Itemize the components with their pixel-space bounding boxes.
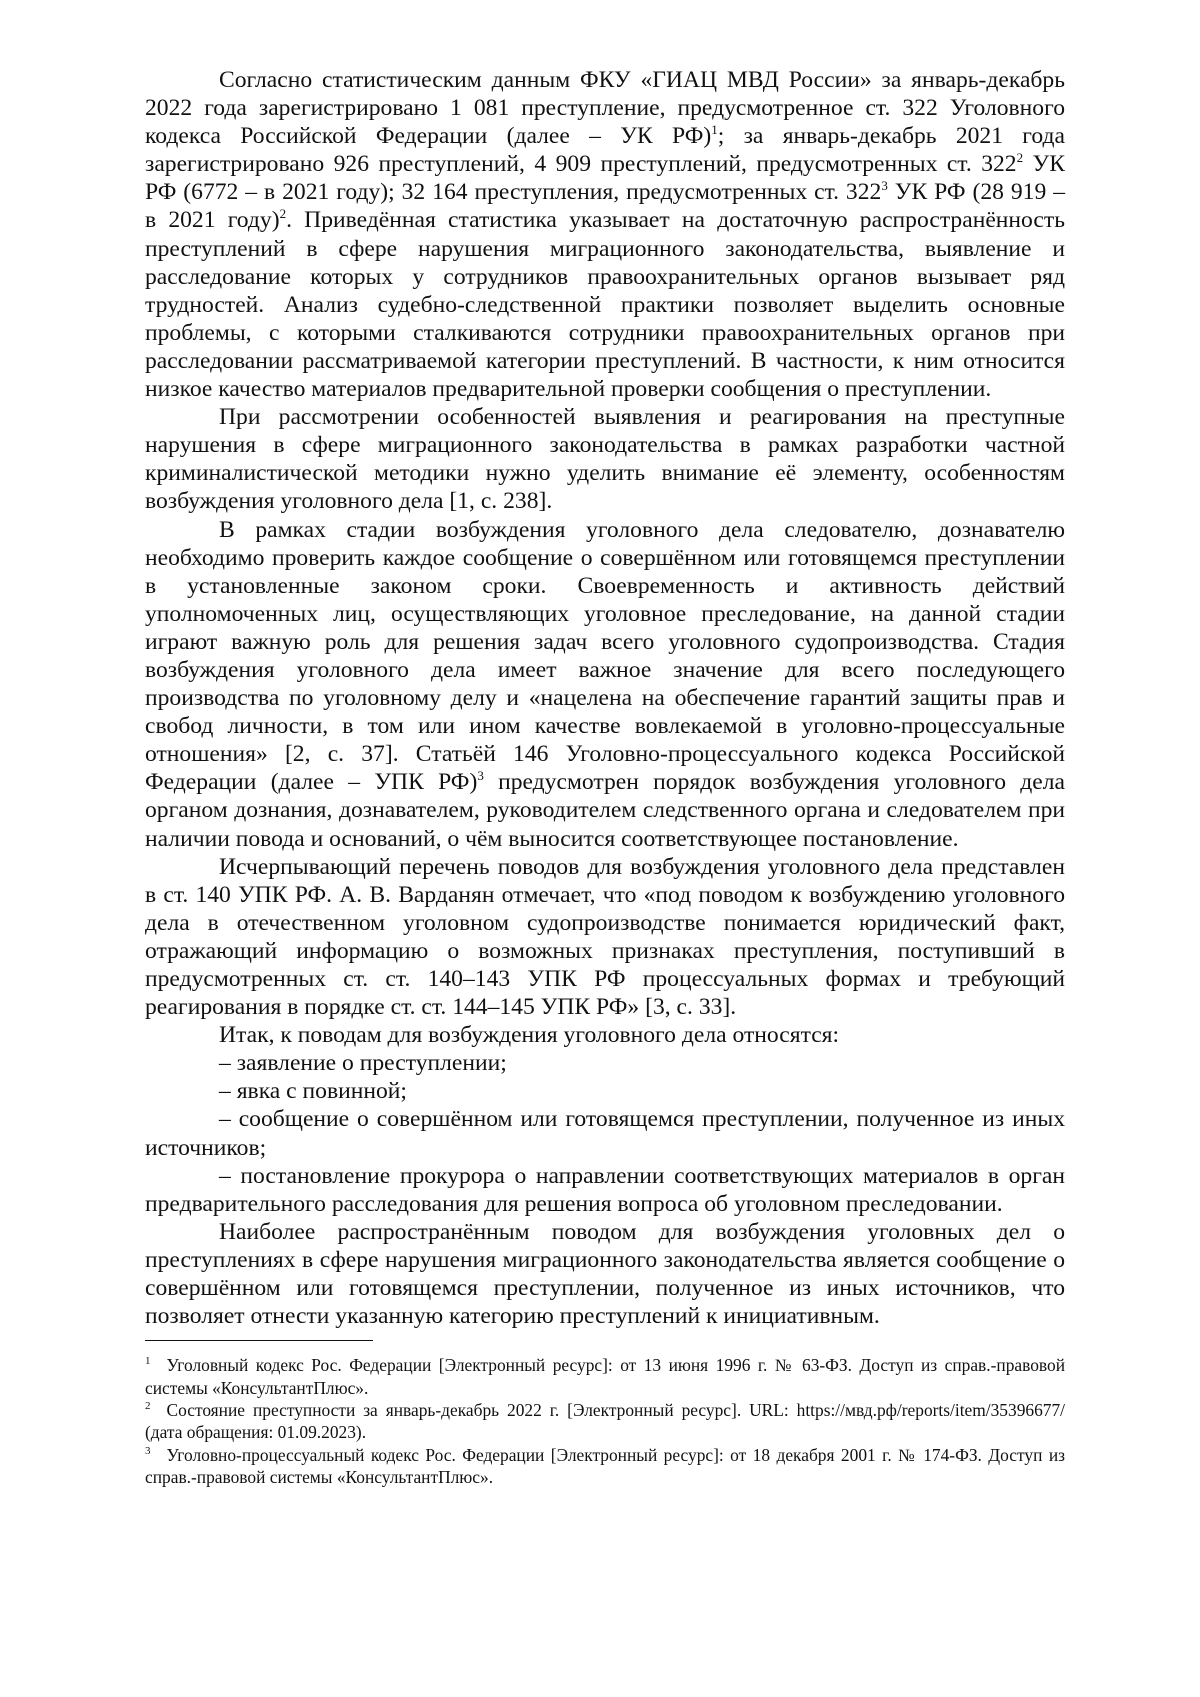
footnote-ref: 2 <box>279 206 287 222</box>
list-item: – явка с повинной; <box>219 1078 407 1105</box>
footnote-ref: 2 <box>1016 150 1024 166</box>
footnote-1: $^1$ Уголовный кодекс Рос. Федерации [Электронный ресурс]: от 13 июня 1996 г. № 63-ФЗ. Доступ из справ.-правовой системы «КонсультантПлюс». <box>145 1355 1065 1398</box>
footnote-mark: 1 <box>145 1355 151 1368</box>
main-text <box>145 66 1065 1330</box>
list-item: – постановление прокурора о направлении соответствующих материалов в орган предварительного расследования для решения вопроса об уголовном преследовании. <box>145 1162 1065 1217</box>
footnote-ref: 1 <box>711 122 718 138</box>
footnote-mark: 3 <box>145 1444 151 1457</box>
paragraph-statistics: Согласно статистическим данным ФКУ «ГИАЦ МВД России» за январь-декабрь 2022 года зарегистрировано 1 081 преступление, предусмотренное ст. 322 Уголовного кодекса Российской Федерации (далее – УК РФ)$^1$; за январь-декабрь 2021 года зарегистрировано 926 преступлений, 4 909 преступлений, предусмотренных ст. $322^2$ УК РФ (6772 – в 2021 году); 32 164 преступления, предусмотренных ст. $322^3$ УК РФ (28 919 – в 2021 году)$^2$. Приведённая статистика указывает на достаточную распространённость преступлений в сфере нарушения миграционного законодательства, выявление и расследование которых у сотрудников правоохранительных органов вызывает ряд трудностей. Анализ судебно-следственной практики позволяет выделить основные проблемы, с которыми сталкиваются сотрудники правоохранительных органов при расследовании рассматриваемой категории преступлений. В частности, к ним относится низкое качество материалов предварительной проверки сообщения о преступлении. <box>145 67 1066 403</box>
footnote-ref: 3 <box>477 768 484 784</box>
footnote-ref: 3 <box>881 178 888 194</box>
paragraph-initiation-stage: В рамках стадии возбуждения уголовного дела следователю, дознавателю необходимо проверить каждое сообщение о совершённом или готовящемся преступлении в установленные законом сроки. Своевременность и активность действий уполномоченных лиц, осуществляющих уголовное преследование, на данной стадии играют важную роль для решения задач всего уголовного судопроизводства. Стадия возбуждения уголовного дела имеет важное значение для всего последующего производства по уголовному делу и «нацелена на обеспечение гарантий защиты прав и свобод личности, в том или ином качестве вовлекаемой в уголовно-процессуальные отношения» [2, с. 37]. Статьёй 146 Уголовно-процессуального кодекса Российской Федерации (далее – УПК РФ)$^3$ предусмотрен порядок возбуждения уголовного дела органом дознания, дознавателем, руководителем следственного органа и следователем при наличии повода и оснований, о чём выносится соответствующее постановление. <box>145 516 1066 852</box>
footnote-separator <box>145 1340 373 1341</box>
footnotes <box>145 1354 1065 1488</box>
document-page <box>145 66 1065 1489</box>
paragraph-list-intro: Итак, к поводам для возбуждения уголовного дела относятся: <box>219 1022 840 1049</box>
footnote-2: $^2$ Состояние преступности за январь-декабрь 2022 г. [Электронный ресурс]. URL: https://мвд.рф/reports/item/35396677/ (дата обращения: 01.09.2023). <box>145 1400 1065 1443</box>
list-item: – сообщение о совершённом или готовящемся преступлении, полученное из иных источников; <box>145 1106 1065 1161</box>
footnote-3: $^3$ Уголовно-процессуальный кодекс Рос. Федерации [Электронный ресурс]: от 18 декабря 2001 г. № 174-ФЗ. Доступ из справ.-правовой системы «КонсультантПлюс». <box>145 1444 1065 1488</box>
paragraph-methodology: При рассмотрении особенностей выявления и реагирования на преступные нарушения в сфере миграционного законодательства в рамках разработки частной криминалистической методики нужно уделить внимание её элементу, особенностям возбуждения уголовного дела [1, с. 238]. <box>145 404 1065 515</box>
list-item: – заявление о преступлении; <box>219 1050 507 1077</box>
footnote-mark: 2 <box>145 1400 151 1413</box>
paragraph-conclusion: Наиболее распространённым поводом для возбуждения уголовных дел о преступлениях в сфере нарушения миграционного законодательства является сообщение о совершённом или готовящемся преступлении, полученное из иных источников, что позволяет отнести указанную категорию преступлений к инициативным. <box>145 1218 1065 1330</box>
paragraph-grounds-list: Исчерпывающий перечень поводов для возбуждения уголовного дела представлен в ст. 140 УПК РФ. А. В. Варданян отмечает, что «под поводом к возбуждению уголовного дела в отечественном уголовном судопроизводстве понимается юридический факт, отражающий информацию о возможных признаках преступления, поступивший в предусмотренных ст. ст. 140–143 УПК РФ процессуальных формах и требующий реагирования в порядке ст. ст. 144–145 УПК РФ» [3, с. 33]. <box>145 853 1065 1021</box>
